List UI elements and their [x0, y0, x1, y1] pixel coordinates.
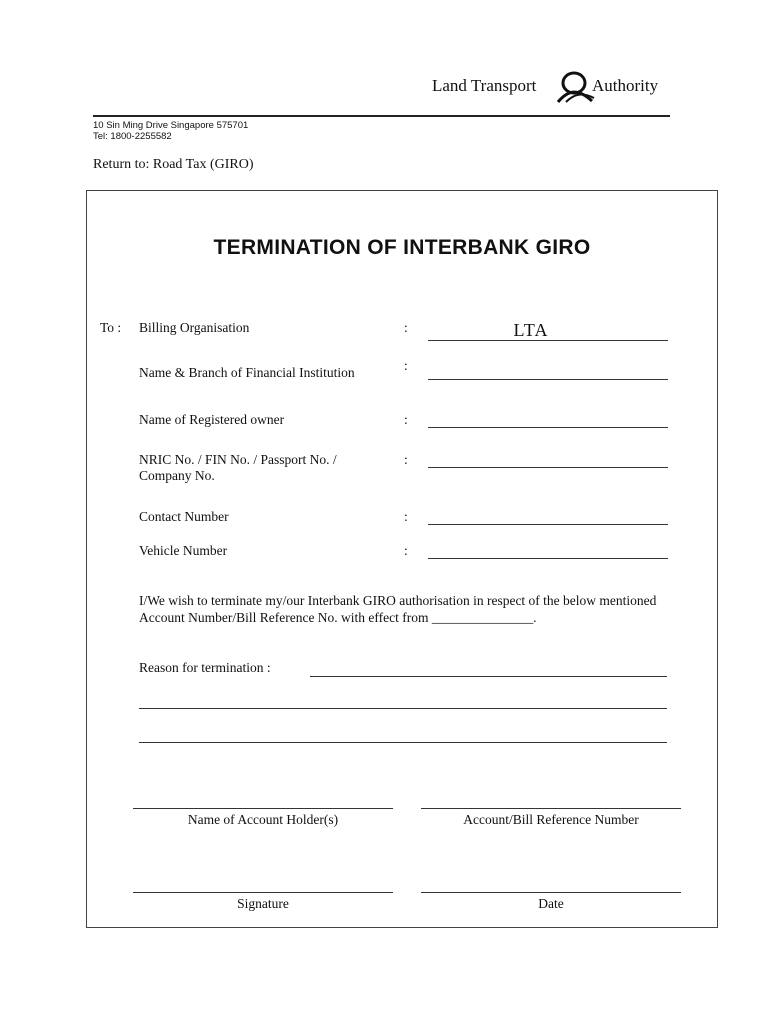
logo-text-left: Land Transport: [432, 76, 537, 95]
lta-emblem-icon: [552, 68, 596, 104]
field-colon: :: [404, 509, 408, 524]
termination-statement: I/We wish to terminate my/our Interbank GIRO authorisation in respect of the below mentioned Account Number/Bill Reference No. with effect from _______________.: [139, 593, 657, 625]
logo-text-right: Authority: [592, 76, 659, 95]
date-field[interactable]: [421, 892, 681, 893]
field-colon: :: [404, 452, 408, 467]
field-colon: :: [404, 412, 408, 427]
reason-field-line-1[interactable]: [310, 676, 667, 677]
form-title: TERMINATION OF INTERBANK GIRO: [213, 236, 591, 259]
reason-field-line-3[interactable]: [139, 742, 667, 743]
registered-owner-field[interactable]: [428, 427, 668, 428]
field-label-registered-owner: Name of Registered owner: [139, 412, 285, 427]
field-label-contact-number: Contact Number: [139, 509, 229, 524]
field-colon: :: [404, 543, 408, 558]
signature-field[interactable]: [133, 892, 393, 893]
account-reference-field[interactable]: [421, 808, 681, 809]
field-colon: :: [404, 320, 408, 335]
field-colon: :: [404, 358, 408, 373]
billing-organisation-field[interactable]: [428, 340, 668, 341]
billing-organisation-value: LTA: [513, 320, 549, 340]
vehicle-number-field[interactable]: [428, 558, 668, 559]
account-holder-name-field[interactable]: [133, 808, 393, 809]
field-label-identification-number: NRIC No. / FIN No. / Passport No. / Company No.: [139, 452, 337, 483]
date-caption: Date: [538, 896, 564, 911]
account-reference-caption: Account/Bill Reference Number: [463, 812, 639, 827]
to-label: To :: [100, 320, 122, 335]
field-label-financial-institution: Name & Branch of Financial Institution: [139, 365, 355, 380]
signature-caption: Signature: [237, 896, 289, 911]
telephone-text: Tel: 1800-2255582: [93, 131, 172, 142]
identification-number-field[interactable]: [428, 467, 668, 468]
account-holder-caption: Name of Account Holder(s): [187, 812, 339, 827]
reason-label: Reason for termination :: [139, 660, 271, 675]
contact-number-field[interactable]: [428, 524, 668, 525]
header-divider: [93, 115, 670, 117]
return-to-text: Return to: Road Tax (GIRO): [93, 157, 254, 172]
financial-institution-field[interactable]: [428, 379, 668, 380]
address-text: 10 Sin Ming Drive Singapore 575701: [93, 120, 249, 131]
reason-field-line-2[interactable]: [139, 708, 667, 709]
field-label-billing-organisation: Billing Organisation: [139, 320, 250, 335]
field-label-vehicle-number: Vehicle Number: [139, 543, 228, 558]
lta-logo: [430, 68, 670, 104]
